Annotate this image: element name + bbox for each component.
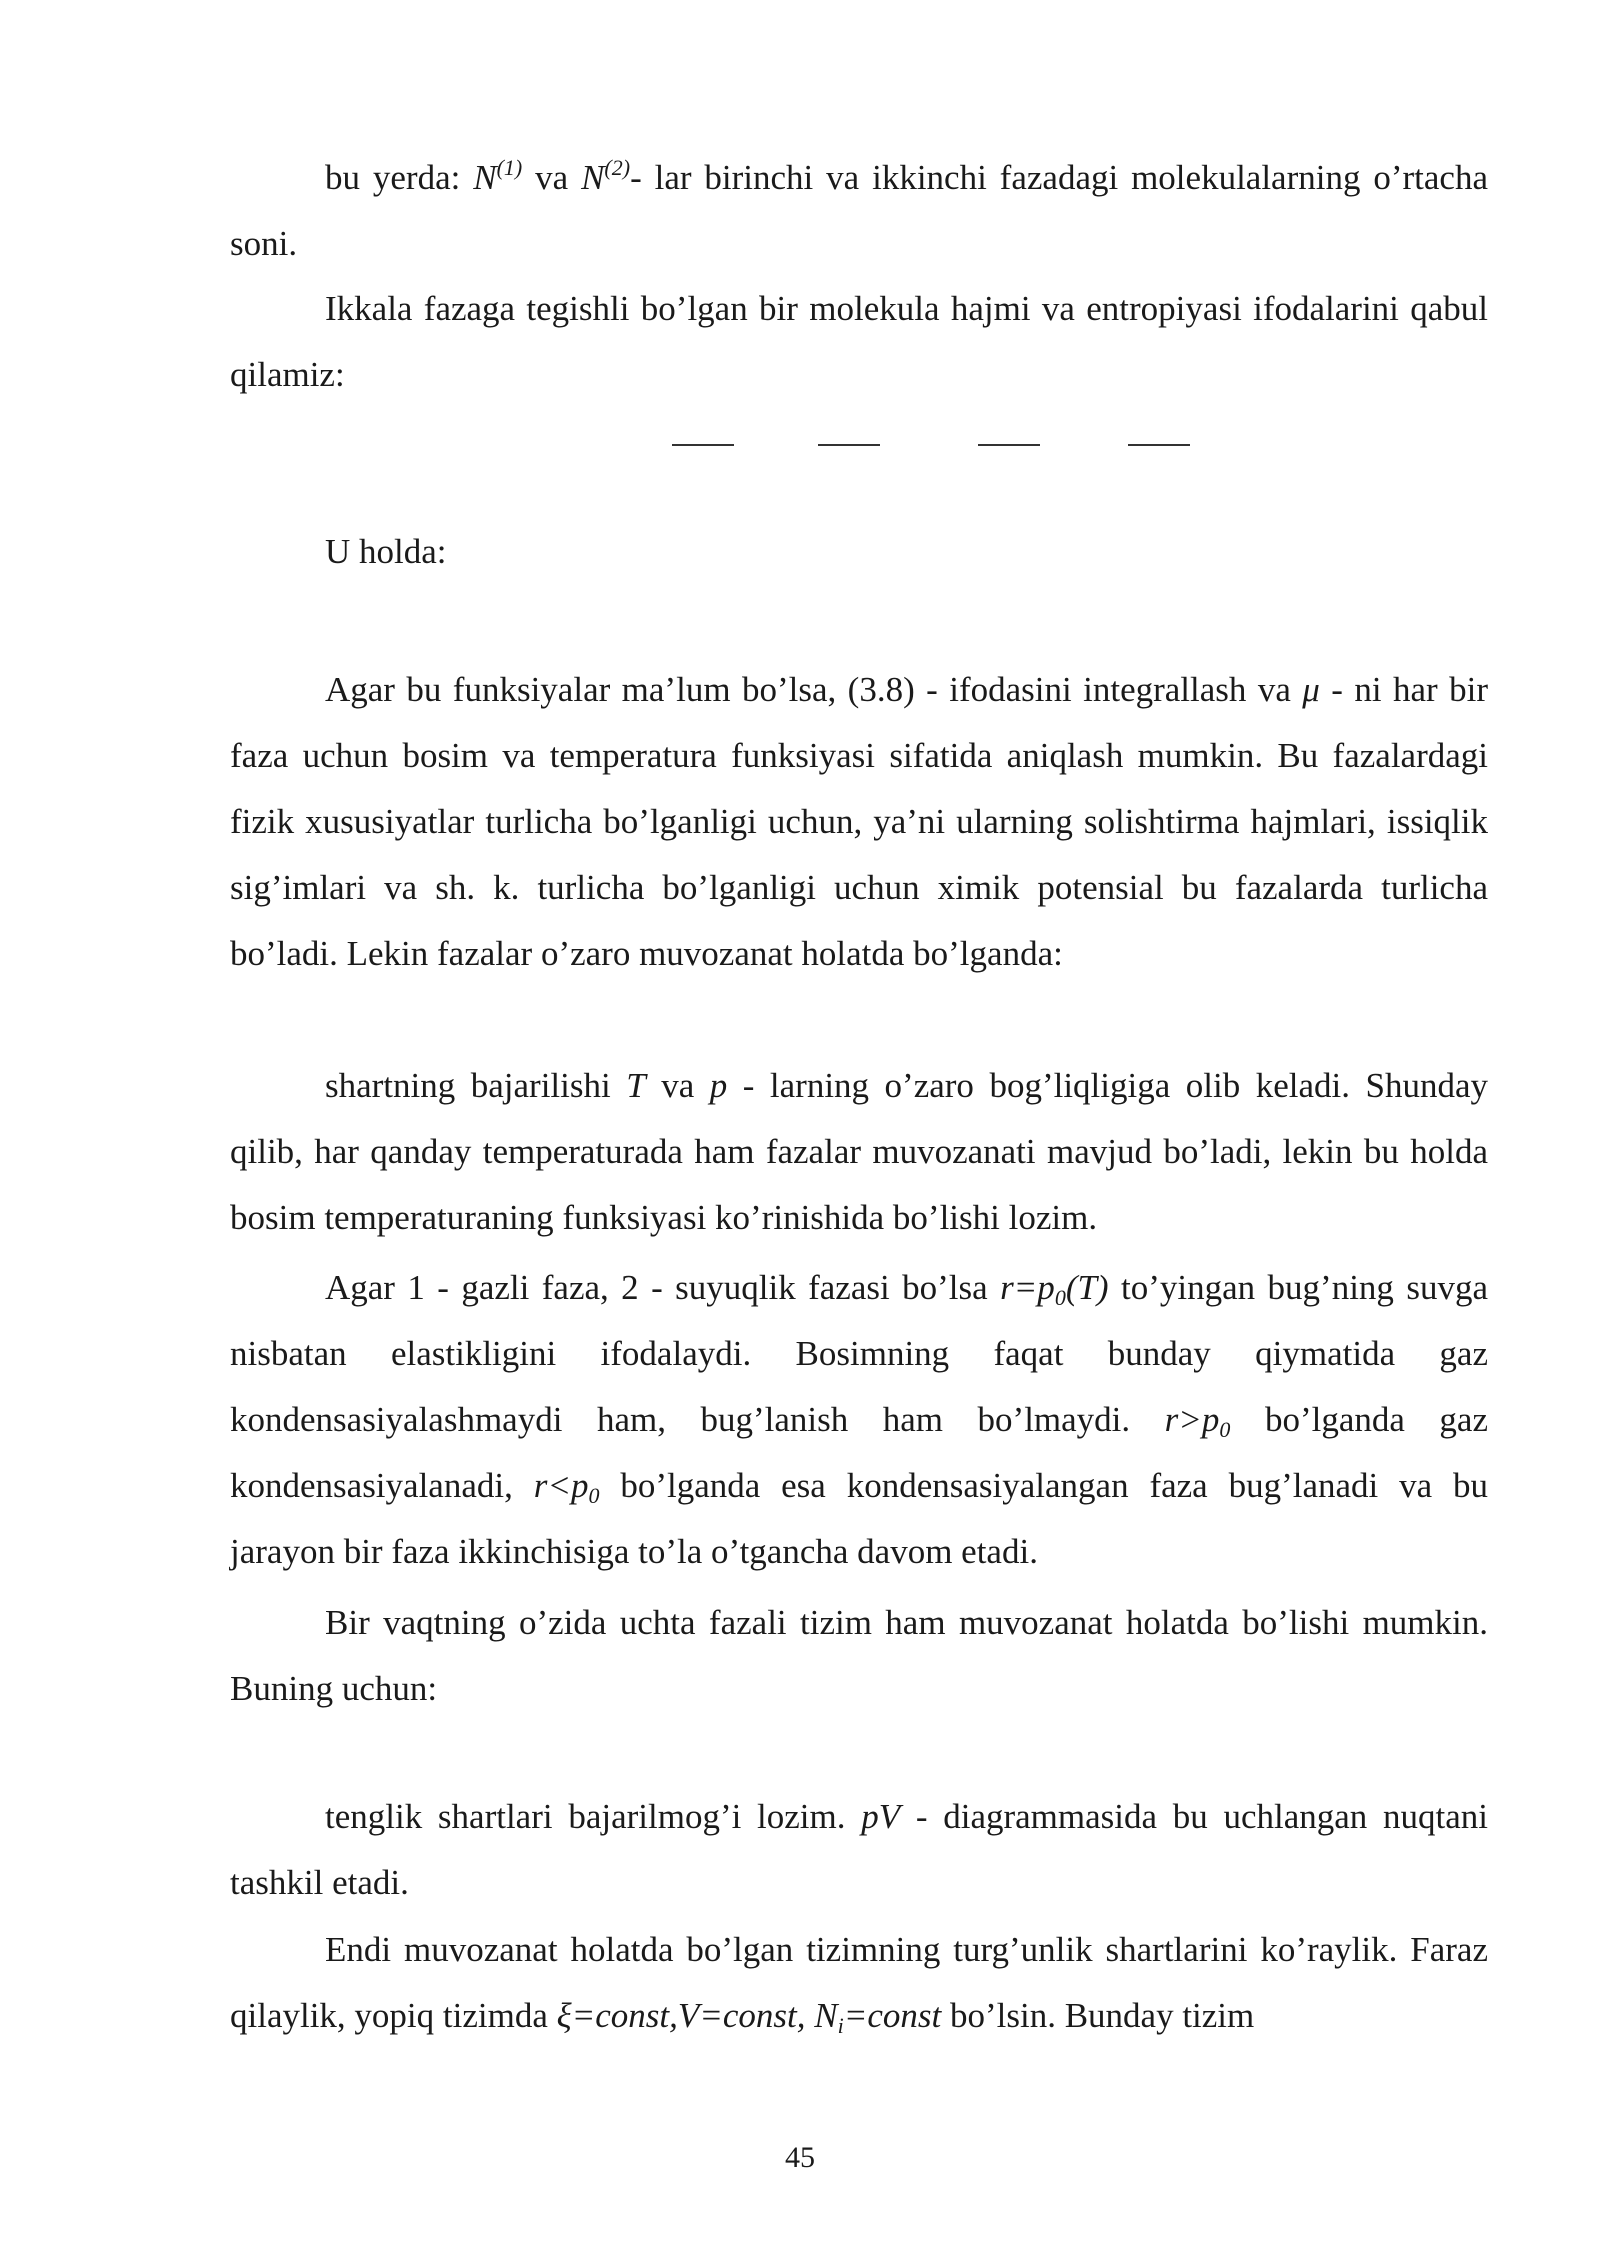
blank-line xyxy=(818,444,880,446)
text-run: U holda: xyxy=(325,532,447,571)
math-formula: ξ=const,V=const, N xyxy=(556,1996,838,2035)
paragraph-4 xyxy=(230,657,1488,987)
paragraph-8 xyxy=(230,1784,1488,1916)
math-symbol: p xyxy=(709,1066,728,1105)
math-symbol: T xyxy=(626,1066,646,1105)
paragraph-6 xyxy=(230,1255,1488,1585)
text-run: bo’lganda esa kondensasiyalangan faza bug’lanadi va bu jarayon bir faza ikkinchisiga to’la o’tgancha davom etadi. xyxy=(230,1466,1489,1571)
text-run: Endi muvozanat holatda bo’lgan tizimning turg’unlik shartlarini ko’raylik. Faraz qilaylik, yopiq tizimda xyxy=(230,1930,1488,2035)
math-formula: (T) xyxy=(1065,1268,1109,1307)
text-run: va xyxy=(645,1066,710,1105)
page-number: 45 xyxy=(785,2141,815,2174)
subscript: 0 xyxy=(1219,1417,1231,1442)
math-symbol: N xyxy=(581,158,605,197)
paragraph-5 xyxy=(230,1053,1488,1251)
subscript: i xyxy=(837,2013,844,2038)
text-run: tenglik shartlari bajarilmog’i lozim. xyxy=(325,1797,862,1836)
text-run: Agar 1 - gazli faza, 2 - suyuqlik fazasi bo’lsa xyxy=(325,1268,1001,1307)
subscript: 0 xyxy=(1054,1285,1066,1310)
text-run: bo’lganda gaz kondensasiyalanadi, xyxy=(230,1400,1488,1505)
paragraph-3 xyxy=(230,519,1488,585)
superscript: (1) xyxy=(496,155,523,180)
text-run: bu yerda: xyxy=(325,158,474,197)
superscript: (2) xyxy=(604,155,631,180)
math-formula: r=p xyxy=(1000,1268,1055,1307)
text-run: to’yingan bug’ning suvga nisbatan elastikligini ifodalaydi. Bosimning faqat bunday qiymatida gaz kondensasiyalashmaydi ham, bug’lanish ham bo’lmaydi. xyxy=(230,1268,1488,1439)
math-symbol: pV xyxy=(861,1797,901,1836)
text-run: Agar bu funksiyalar ma’lum bo’lsa, (3.8) - ifodasini integrallash va xyxy=(325,670,1303,709)
text-run: - lar birinchi va ikkinchi fazadagi molekulalarning o’rtacha soni. xyxy=(230,158,1488,263)
blank-line xyxy=(1128,444,1190,446)
subscript: 0 xyxy=(588,1483,600,1508)
paragraph-2 xyxy=(230,276,1488,408)
paragraph-9 xyxy=(230,1917,1488,2049)
text-run: Bir vaqtning o’zida uchta fazali tizim ham muvozanat holatda bo’lishi mumkin. Buning uchun: xyxy=(230,1603,1488,1708)
text-run: va xyxy=(522,158,582,197)
formula-placeholder xyxy=(0,444,1600,464)
text-run: - diagrammasida bu uchlangan nuqtani tashkil etadi. xyxy=(230,1797,1489,1902)
text-run: shartning bajarilishi xyxy=(325,1066,627,1105)
text-run: - ni har bir faza uchun bosim va temperatura funksiyasi sifatida aniqlash mumkin. Bu fazalardagi fizik xususiyatlar turlicha bo’lganligi uchun, ya’ni ularning solishtirma hajmlari, issiqlik sig’imlari va sh. k. turlicha bo’lganligi uchun ximik potensial bu fazalarda turlicha bo’ladi. Lekin fazalar o’zaro muvozanat holatda bo’lganda: xyxy=(230,670,1488,973)
math-formula: r>p xyxy=(1164,1400,1220,1439)
paragraph-1 xyxy=(230,145,1488,277)
math-formula: =const xyxy=(843,1996,942,2035)
blank-line xyxy=(672,444,734,446)
paragraph-7 xyxy=(230,1590,1488,1722)
math-symbol: N xyxy=(473,158,497,197)
mu-symbol: μ xyxy=(1302,670,1320,709)
text-run: - larning o’zaro bog’liqligiga olib keladi. Shunday qilib, har qanday temperaturada ham fazalar muvozanati mavjud bo’ladi, lekin bu holda bosim temperaturaning funksiyasi ko’rinishida bo’lishi lozim. xyxy=(230,1066,1488,1237)
math-formula: r<p xyxy=(533,1466,589,1505)
blank-line xyxy=(978,444,1040,446)
text-run: Ikkala fazaga tegishli bo’lgan bir molekula hajmi va entropiyasi ifodalarini qabul qilamiz: xyxy=(230,289,1488,394)
text-run: bo’lsin. Bunday tizim xyxy=(941,1996,1255,2035)
